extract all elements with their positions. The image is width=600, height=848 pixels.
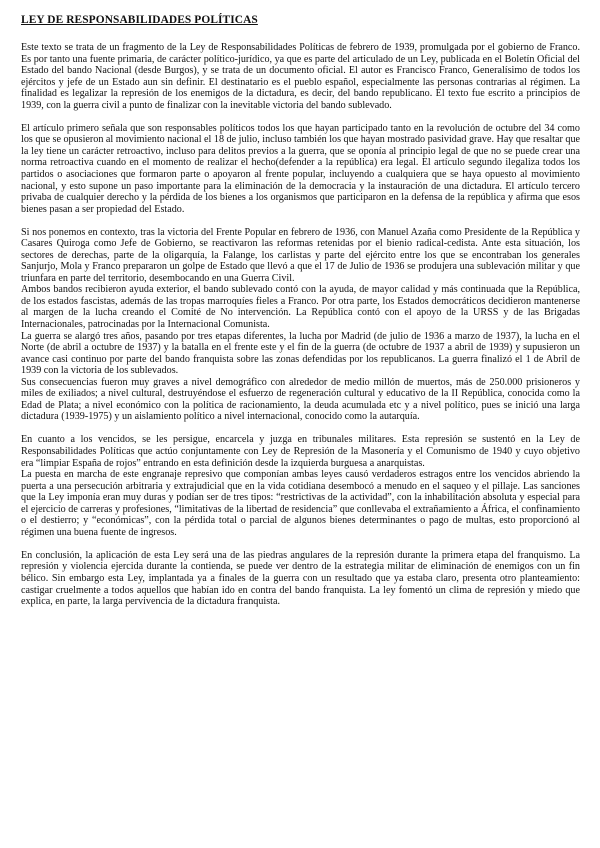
paragraph-context: Si nos ponemos en contexto, tras la victoria del Frente Popular en febrero de 1936, con Manuel Azaña como Presidente de la República y Casares Quiroga como Jefe de Gobierno, se reactivaron las reformas retenidas por el bienio radical-cedista. Ante esta situación, los sectores de derechas, parte de la oligarquía, la Falange, los carlistas y parte del ejército entre los que se encontraban los generales Sanjurjo, Mola y Franco prepararon un golpe de Estado que llevó a que el 17 de Julio de 1936 se produjera una sublevación militar y que triunfara en parte del territorio, desembocando en una Guerra Civil.: [21, 226, 580, 284]
paragraph-war-stages: La guerra se alargó tres años, pasando por tres etapas diferentes, la lucha por Madrid (de julio de 1936 a marzo de 1937), la lucha en el Norte (de abril a octubre de 1937) y la batalla en el frente este y el fin de la guerra (de octubre de 1937 a abril de 1939) y supusieron un avance casi continuo por parte del bando franquista sobre las zonas defendidas por los republicanos. La guerra finalizó el 1 de Abril de 1939 con la victoria de los sublevados.: [21, 330, 580, 377]
paragraph-foreign-aid: Ambos bandos recibieron ayuda exterior, el bando sublevado contó con la ayuda, de mayor calidad y más continuada que la República, de los estados fascistas, además de las tropas marroquíes fieles a Franco. Por otra parte, los Estados democráticos decidieron mantenerse al margen de la lucha creando el Comité de No intervención. La República contó con el apoyo de la URSS y de las Brigadas Internacionales, patrocinadas por la Internacional Comunista.: [21, 284, 580, 331]
document-title: LEY DE RESPONSABILIDADES POLÍTICAS: [21, 14, 258, 26]
paragraph-vanquished: En cuanto a los vencidos, se les persigue, encarcela y juzga en tribunales militares. Esta represión se sustentó en la Ley de Responsabilidades Políticas que actúo conjuntamente con Ley de Represión de la Masonería y el Comunismo de 1940 y cuyo objetivo era “limpiar España de rojos” entrando en esta definición desde la izquierda burguesa a anarquistas.: [21, 434, 580, 469]
paragraph-consequences: Sus consecuencias fueron muy graves a nivel demográfico con alrededor de medio millón de muertos, más de 250.000 prisioneros y miles de exiliados; a nivel cultural, destruyéndose el esfuerzo de regeneración cultural y educativo de la II República, conocida como la Edad de Plata; a nivel económico con la política de racionamiento, la deuda acumulada etc y a nivel político, pues se inició una larga dictadura (1939-1975) y un aislamiento político a nivel internacional, conocido como la autarquía.: [21, 376, 580, 423]
paragraph-sanctions: La puesta en marcha de este engranaje represivo que componían ambas leyes causó verdaderos estragos entre los vencidos abriendo la puerta a una persecución arbitraria y extrajudicial que en la vida cotidiana desembocó a menudo en el saqueo y el pillaje. Las sanciones que la Ley imponía eran muy duras y podían ser de tres tipos: “restrictivas de la actividad”, con la inhabilitación absoluta y especial para el ejercicio de carreras y profesiones, “limitativas de la libertad de residencia” que conllevaba el extrañamiento a África, el confinamiento o el destierro; y “económicas”, con la pérdida total o parcial de algunos bienes determinantes o pago de multas, esto proporcionó al régimen una buena fuente de ingresos.: [21, 469, 580, 538]
paragraph-articles: El artículo primero señala que son responsables políticos todos los que hayan participado tanto en la revolución de octubre del 34 como los que se opusieron al movimiento nacional el 18 de julio, incluso también los que hayan mostrado pasividad grave. Hay que resaltar que la ley tiene un carácter retroactivo, incluso para delitos previos a la guerra, que se oponía al principio legal de que no se puede crear una norma retroactiva cuando en el momento de realizar el hecho(defender a la república) era legal. El artículo segundo ilegaliza todos los partidos o asociaciones que formaron parte o apoyaron al frente popular, incluyendo a cualquiera que se haya opuesto al movimiento nacional, y esto supone un paso importante para la eliminación de la democracia y la instauración de una dictadura. El artículo tercero privaba de cualquier derecho y la pérdida de los bienes a los organismos que participaron en la defensa de la república y afirma que esos bienes pasan a ser propiedad del Estado.: [21, 122, 580, 215]
paragraph-conclusion: En conclusión, la aplicación de esta Ley será una de las piedras angulares de la represión durante la primera etapa del franquismo. La represión y violencia ejercida durante la contienda, se puede ver dentro de la estrategia militar de eliminación de enemigos con un fin bélico. Sin embargo esta Ley, implantada ya a finales de la guerra con un resultado que ya estaba claro, presenta otro planteamiento: castigar cruelmente a todos aquellos que habían ido en contra del bando franquista. La ley fomentó un clima de represión y miedo que explica, en parte, la larga pervivencia de la dictadura franquista.: [21, 549, 580, 608]
paragraph-intro: Este texto se trata de un fragmento de la Ley de Responsabilidades Políticas de febrero de 1939, promulgada por el gobierno de Franco. Es por tanto una fuente primaria, de carácter político-jurídico, ya que es parte del articulado de un Ley, publicada en el Boletín Oficial del Estado del bando Nacional (desde Burgos), y se trata de un documento oficial. El autor es Francisco Franco, Generalísimo de todos los ejércitos y jefe de un Estado aun sin definir. El destinatario es el pueblo español, especialmente las personas contrarias al régimen. La finalidad es legalizar la represión de los enemigos de la dictadura, es decir, del bando republicano. El texto fue escrito a principios de 1939, con la guerra civil a punto de finalizar con la inevitable victoria del bando sublevado.: [21, 42, 580, 111]
